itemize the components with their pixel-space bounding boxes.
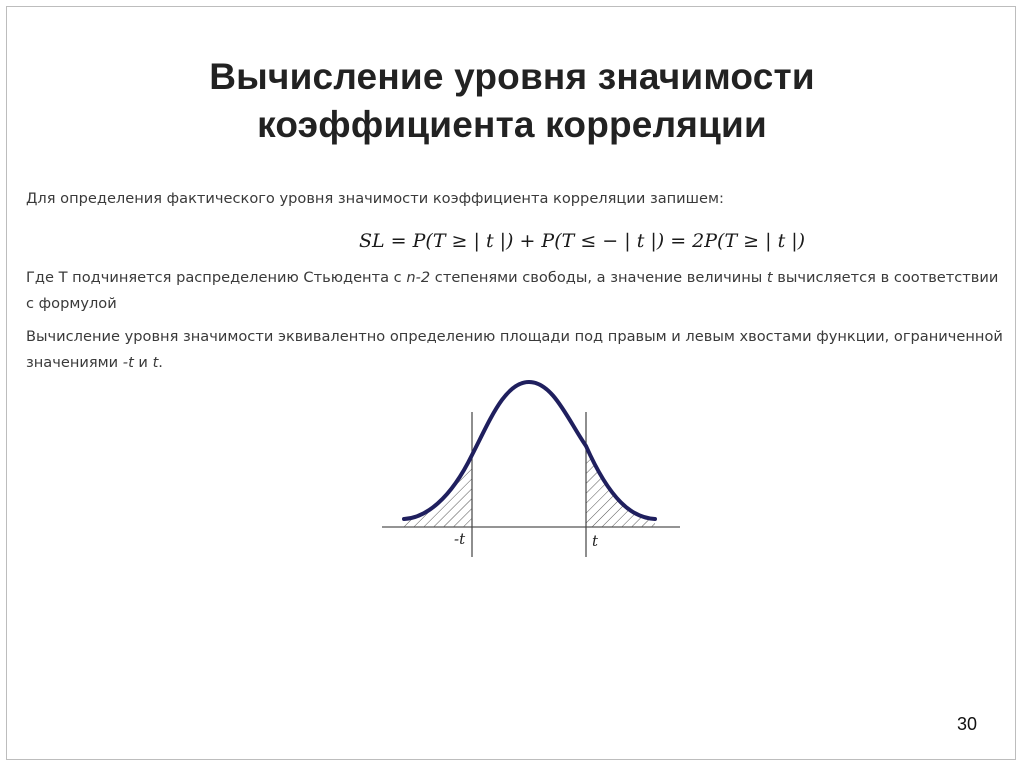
right-tail-area <box>586 446 655 527</box>
p2-text-1: Где Т подчиняется распределению Стьюдента с <box>26 269 407 286</box>
slide-title-line-1: Вычисление уровня значимости <box>209 56 815 97</box>
p3-and: и <box>133 354 153 371</box>
p2-text-3: вычисляется в соответствии с формулой <box>26 269 999 312</box>
p3-end: . <box>158 354 163 371</box>
page-number: 30 <box>956 714 977 734</box>
slide-title-line-2: коэффициента корреляции <box>257 104 767 145</box>
density-curve <box>404 382 655 519</box>
p2-n-minus-2: n-2 <box>406 269 431 286</box>
minus-t-label: -t <box>454 530 466 548</box>
p3-text-1: Вычисление уровня значимости эквивалентно определению площади под правым и левым хвостами функции, ограниченной значениями <box>26 328 1003 371</box>
paragraph-intro: Для определения фактического уровня значимости коэффициента корреляции запишем: <box>26 190 724 207</box>
p3-t: t <box>152 354 159 371</box>
p3-minus-t: -t <box>122 354 134 371</box>
significance-level-formula: SL = P(T ≥ | t |) + P(T ≤ − | t |) = 2P(T ≥ | t |) <box>359 230 806 252</box>
t-label: t <box>592 532 599 550</box>
p2-text-2: степенями свободы, а значение величины <box>430 269 767 286</box>
p2-t: t <box>766 269 773 286</box>
